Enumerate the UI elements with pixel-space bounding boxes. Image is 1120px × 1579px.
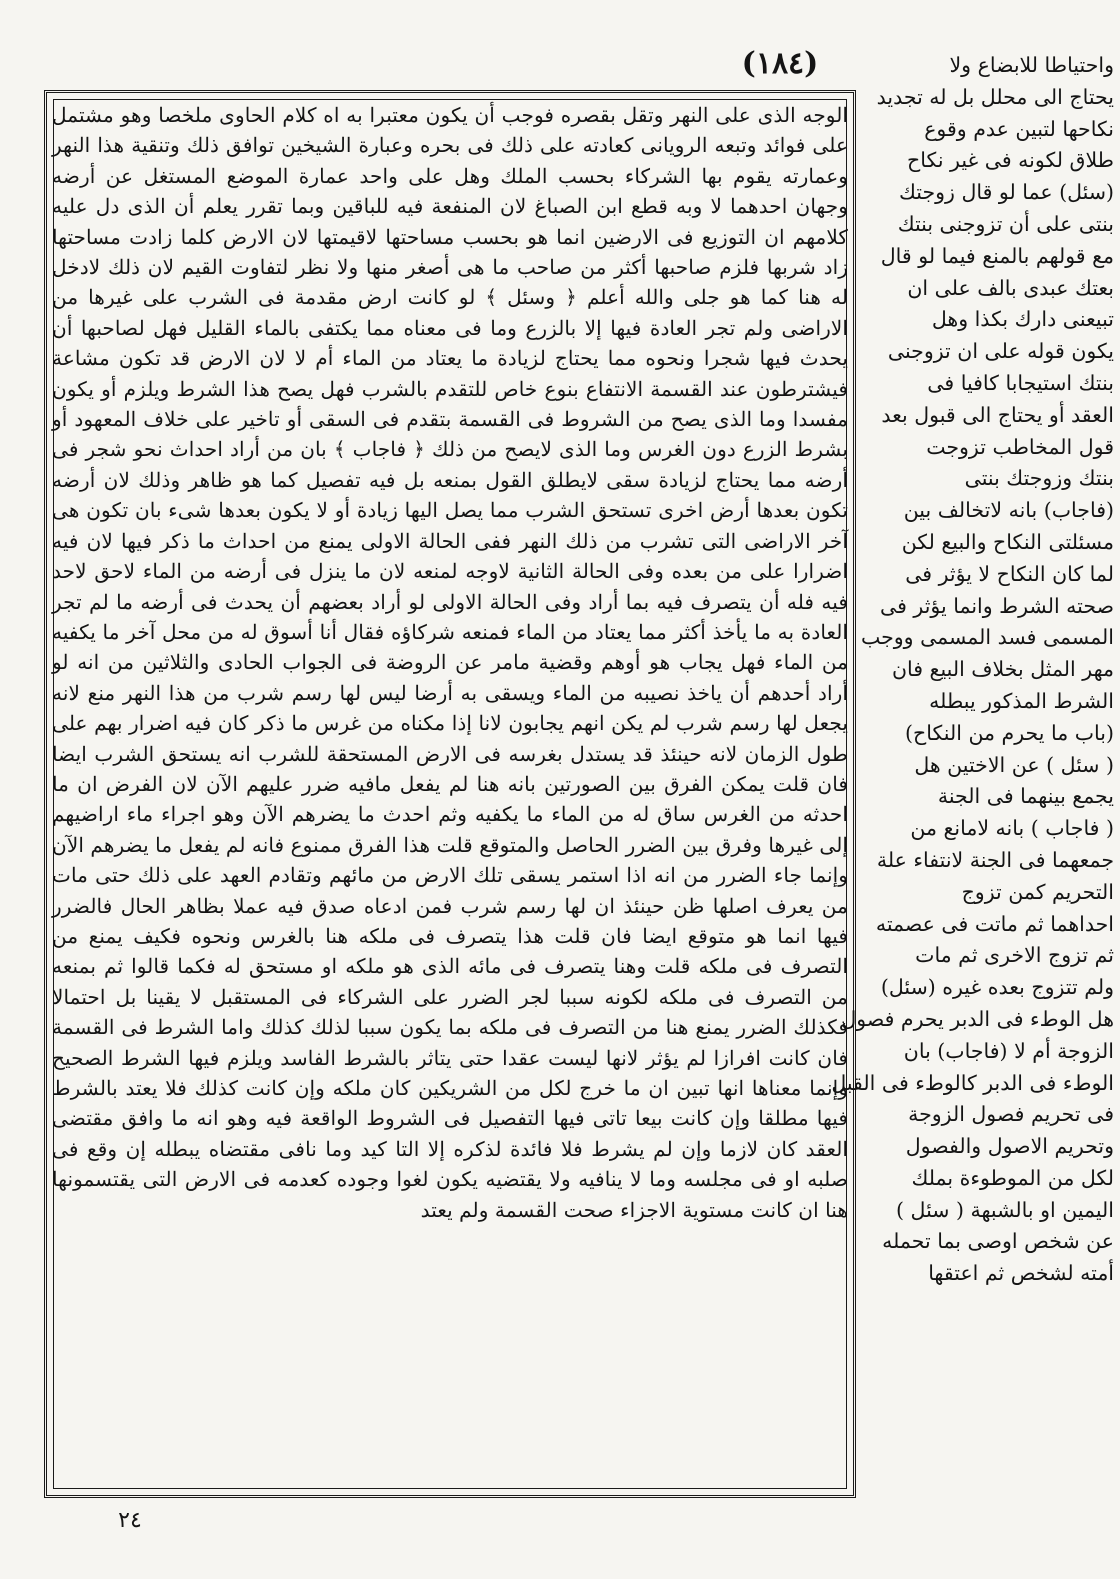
margin-line: مسئلتى النكاح والبيع لكن: [901, 529, 1114, 554]
margin-line: اليمين او بالشبهة ( سئل ): [896, 1197, 1114, 1222]
margin-line: التحريم كمن تزوج: [961, 879, 1114, 904]
margin-line: المسمى فسد المسمى ووجب: [860, 625, 1114, 650]
margin-line: (فاجاب) بانه لاتخالف بين: [903, 498, 1114, 523]
signature-mark: ٢٤: [118, 1508, 142, 1533]
margin-commentary: [831, 50, 1114, 1570]
margin-line: الوطء فى الدبر كالوطء فى القبل: [831, 1070, 1114, 1095]
margin-line: بنتك وزوجتك بنتى: [964, 466, 1114, 491]
margin-line: بعتك عبدى بالف على ان: [907, 275, 1114, 300]
margin-line: عن شخص اوصى بما تحمله: [882, 1229, 1114, 1254]
margin-line: صحته الشرط وانما يؤثر فى: [880, 593, 1114, 618]
margin-line: هل الوطء فى الدبر يحرم فصول: [841, 1006, 1114, 1031]
margin-line: فى تحريم فصول الزوجة: [908, 1102, 1114, 1127]
margin-line: يكون قوله على ان تزوجنى: [887, 339, 1114, 364]
margin-line: بنتى على أن تزوجنى بنتك: [897, 211, 1114, 236]
margin-line: مهر المثل بخلاف البيع فان: [891, 657, 1114, 682]
margin-line: يحتاج الى محلل بل له تجديد: [876, 84, 1114, 109]
margin-line: واحتياطا للابضاع ولا: [949, 53, 1114, 77]
margin-line: تبيعنى دارك بكذا وهل: [931, 307, 1114, 332]
margin-line: يجمع بينهما فى الجنة: [937, 784, 1114, 809]
margin-line: مع قولهم بالمنع فيما لو قال: [880, 243, 1114, 268]
margin-line: ( سئل ) عن الاختين هل: [914, 752, 1114, 777]
margin-line: احداهما ثم ماتت فى عصمته: [875, 911, 1114, 936]
margin-line: نكاحها لتبين عدم وقوع: [924, 116, 1114, 141]
margin-line: لكل من الموطوءة بملك: [911, 1165, 1114, 1190]
margin-line: لما كان النكاح لا يؤثر فى: [905, 561, 1114, 586]
margin-line: ولم تتزوج بعده غيره (سئل): [880, 975, 1114, 1000]
margin-line: طلاق لكونه فى غير نكاح: [907, 148, 1114, 173]
main-text: [52, 100, 848, 1485]
margin-line: بنتك استيجابا كافيا فى: [927, 370, 1114, 395]
margin-line: قول المخاطب تزوجت: [926, 434, 1114, 459]
page-number: (١٨٤): [741, 46, 819, 81]
margin-line: أمته لشخص ثم اعتقها: [928, 1261, 1114, 1286]
margin-line: ( فاجاب ) بانه لامانع من: [910, 816, 1114, 841]
main-text-body: الوجه الذى على النهر وتقل بقصره فوجب أن يكون معتبرا به اه كلام الحاوى ملخصا وهو مشتمل على فوائد وتبعه الرويانى كعادته على ذلك فى بحره وعبارة الشيخين توافق ذلك وتنقية هذا النهر وعمارته يقوم بها الشركاء بحسب الملك وهل على واحد عمارة الموضع المستغل عن أرضه وجهان احدهما لا وبه قطع ابن الصباغ لان المنفعة فيه للباقين وبما تقرر يعلم أن الذى دل عليه كلامهم ان التوزيع فى الارضين انما هو بحسب مساحتها لاقيمتها لان الارض كلما زادت مساحتها زاد شربها فلزم صاحبها أكثر من صاحب ما هى أصغر منها ولا نظر لتفاوت القيم لان ذلك لادخل له هنا كما هو جلى والله أعلم ﴿ وسئل ﴾ لو كانت ارض مقدمة فى الشرب على غيرها من الاراضى ولم تجر العادة فيها إلا بالزرع وما فى معناه مما يكتفى بالماء القليل فهل لصاحبها أن يحدث فيها شجرا ونحوه مما يحتاج لزيادة ما يعتاد من الماء أم لا لان الارض قد تكون مشاعة فيشترطون عند القسمة الانتفاع بنوع خاص للتقدم بالشرب فهل يصح هذا الشرط ويلزم أو يكون مفسدا وما الذى يصح من الشروط فى القسمة بتقدم فى السقى أو تاخير على خلاف المعهود أو بشرط الزرع دون الغرس وما الذى لايصح من ذلك ﴿ فاجاب ﴾ بان من أراد احداث نحو شجر فى أرضه مما يحتاج لزيادة سقى لايطلق القول بمنعه بل فيه تفصيل كما هو ظاهر وذلك لان أرضه تكون بعدها أرض اخرى تستحق الشرب مما يصل اليها زيادة أو لا يكون بعدها شىء بان تكون هى آخر الاراضى التى تشرب من ذلك النهر ففى الحالة الاولى يمنع من احداث ما ذكر فيها لان فيه اضرارا على من بعده وفى الحالة الثانية لاوجه لمنعه لان ما ينزل فى أرضه من الماء لاحق لاحد فيه فله أن يتصرف فيه بما أراد وفى الحالة الاولى لو أراد بعضهم أن يحدث فى أرضه ما لم تجر العادة به ما يأخذ أكثر مما يعتاد من الماء فمنعه شركاؤه فقال أنا أسوق له من محل آخر ما يكفيه من الماء فهل يجاب هو أوهم وقضية مامر عن الروضة فى الجواب الحادى والثلاثين من انه لو أراد أحدهم أن ياخذ نصيبه من الماء ويسقى به أرضا ليس لها رسم شرب من هذا النهر منع لانه يجعل لها رسم شرب لم يكن انهم يجابون لانا إذا مكناه من غرس ما ذكر كان فيه اضرار بهم على طول الزمان لانه حينئذ قد يستدل بغرسه فى الارض المستحقة للشرب انه يستحق الشرب ايضا فان قلت يمكن الفرق بين الصورتين بانه هنا لم يفعل مافيه ضرر عليهم الآن لان الفرض ان ما احدثه من الغرس ساق له من الماء ما يكفيه وثم احدث ما يضرهم الآن وهو اجراء ماء اراضيهم إلى غيرها وفرق بين الضرر الحاصل والمتوقع قلت هذا الفرق ممنوع فانه لم يفعل ما يضرهم الآن وإنما جاء الضرر من انه اذا استمر يسقى تلك الارض من مائهم وتقادم العهد على ذلك حتى مات من يعرف اصلها ظن حينئذ ان لها رسم شرب فمن ادعاه صدق فيه عملا بظاهر الحال فالضرر فيها انما هو متوقع ايضا فان قلت هذا يتصرف فى ملكه هنا بالغرس ونحوه فكيف يمنع من التصرف فى ملكه قلت وهنا يتصرف فى مائه الذى هو ملكه او مستحق له فكما قالوا ثم بمنعه من التصرف فى ملكه لكونه سببا لجر الضرر على الشركاء فى المستقبل لا يقينا بل احتمالا فكذلك الضرر يمنع هنا من التصرف فى ملكه بما يكون سببا لذلك كذلك واما الشرط فى القسمة فان كانت افرازا لم يؤثر لانها ليست عقدا حتى يتاثر بالشرط الفاسد ويلزم فيها الشرط الصحيح وإنما معناها انها تبين ان ما خرج لكل من الشريكين كان ملكه وإن كانت كذلك فلا يعتد بالشرط فيها مطلقا وإن كانت بيعا تاتى فيها التفصيل فى الشروط الواقعة فيه وهو انه ما وافق مقتضى العقد كان لازما وإن لم يشرط فلا فائدة لذكره إلا التا كيد وما نافى مقتضاه يبطله إن وقع فى صلبه او فى مجلسه وما لا ينافيه ولا يقتضيه يكون لغوا وجوده كعدمه فى الارض التى يقتسمونها هنا ان كانت مستوية الاجزاء صحت القسمة ولم يعتد: [52, 103, 848, 1222]
margin-line: (باب ما يحرم من النكاح): [905, 720, 1114, 745]
margin-line: (سئل) عما لو قال زوجتك: [899, 180, 1114, 205]
margin-line: الزوجة أم لا (فاجاب) بان: [903, 1038, 1114, 1063]
margin-line: وتحريم الاصول والفصول: [905, 1134, 1114, 1159]
margin-line: العقد أو يحتاج الى قبول بعد: [881, 402, 1114, 427]
margin-line: ثم تزوج الاخرى ثم مات: [915, 943, 1114, 968]
margin-line: جمعهما فى الجنة لانتفاء علة: [876, 847, 1114, 872]
margin-line: الشرط المذكور يبطله: [929, 688, 1114, 713]
